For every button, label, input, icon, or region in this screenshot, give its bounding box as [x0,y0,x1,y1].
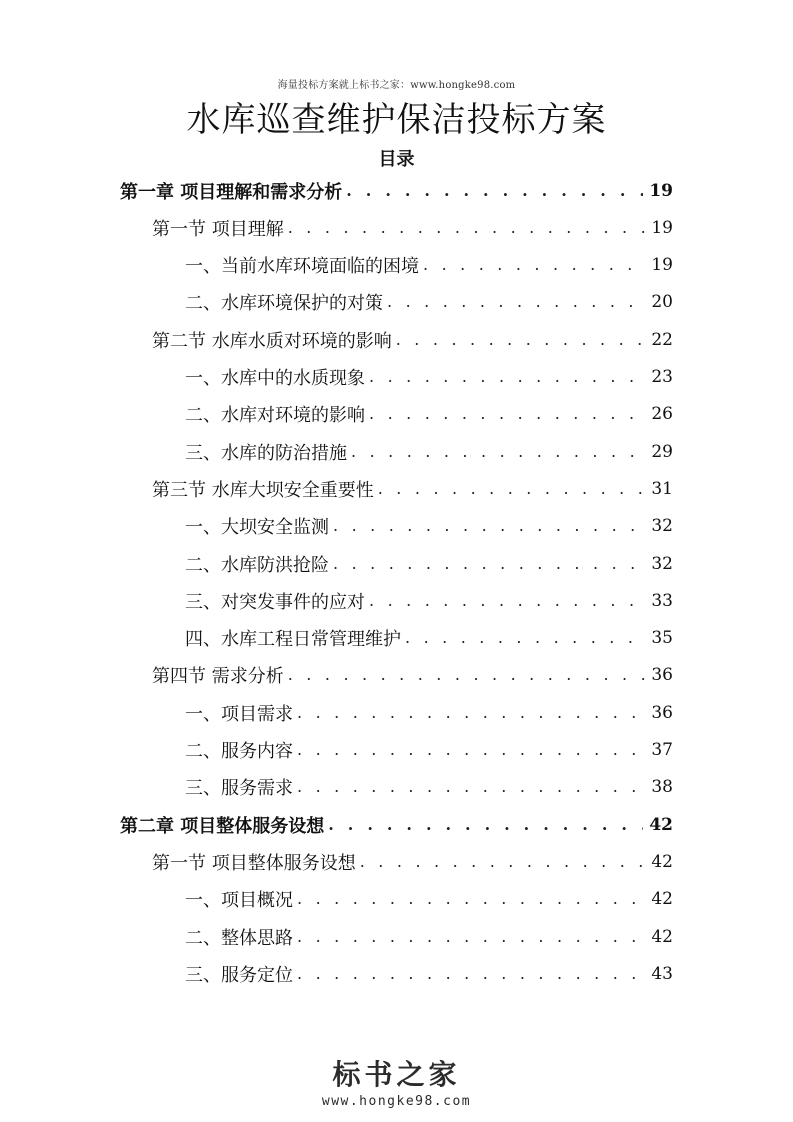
toc-entry[interactable] [185,955,673,992]
toc-entry[interactable] [120,172,673,209]
toc-entry-label: 一、当前水库环境面临的困境 [185,256,419,278]
toc-leader-dots [297,779,645,795]
toc-leader-dots [405,630,645,646]
toc-entry-page: 43 [651,963,673,984]
toc-leader-dots [297,966,645,982]
toc-entry[interactable] [120,806,673,843]
toc-entry[interactable] [185,881,673,918]
toc-entry-page: 19 [651,217,673,238]
toc-entry-label: 一、大坝安全监测 [185,517,329,539]
toc-entry-page: 23 [651,367,673,387]
toc-entry[interactable] [185,918,673,955]
toc-entry-page: 31 [651,478,673,499]
toc-entry-page: 32 [651,516,673,537]
toc-leader-dots [288,667,646,683]
toc-entry[interactable] [185,359,673,396]
logo-url: www.hongke98.com [321,1094,472,1109]
toc-entry-page: 19 [649,180,673,201]
footer-logo [0,1060,793,1109]
toc-entry-page: 32 [651,553,673,574]
toc-entry[interactable] [152,657,673,694]
toc-heading: 目录 [378,149,415,170]
toc-leader-dots [333,518,645,534]
toc-entry-page: 42 [649,814,673,835]
toc-leader-dots [387,294,645,310]
toc-entry[interactable] [152,843,673,880]
toc-leader-dots [297,705,645,721]
toc-leader-dots [328,817,643,833]
toc-entry[interactable] [185,545,673,582]
toc-leader-dots [288,220,646,236]
toc-entry[interactable] [185,396,673,433]
toc-leader-dots [369,593,645,609]
logo-text: 标书之家 [332,1058,461,1091]
toc-entry[interactable] [185,732,673,769]
toc-entry[interactable] [185,247,673,284]
toc-leader-dots [346,183,643,199]
toc-entry[interactable] [185,694,673,731]
toc-entry-page: 42 [651,889,673,910]
toc-entry[interactable] [185,433,673,470]
toc-entry-label: 第一节 项目整体服务设想 [152,852,356,874]
toc-entry[interactable] [185,769,673,806]
toc-entry-label: 一、水库中的水质现象 [185,368,365,389]
toc-leader-dots [369,369,645,385]
toc-entry-page: 42 [651,851,673,872]
header-note: 海量投标方案就上标书之家：www.hongke98.com [277,80,516,91]
toc-entry-page: 22 [651,329,673,350]
toc-entry-page: 35 [651,628,673,649]
toc-entry-page: 36 [651,702,673,723]
toc-entry-page: 29 [651,441,673,462]
toc-entry[interactable] [185,620,673,657]
toc-leader-dots [351,444,645,460]
toc-entry-page: 26 [651,404,673,425]
toc-entry-page: 37 [651,740,673,760]
toc-entry-label: 二、水库环境保护的对策 [185,293,383,315]
toc-entry-label: 二、水库防洪抢险 [185,554,329,576]
toc-leader-dots [297,929,645,945]
document-title: 水库巡查维护保洁投标方案 [186,100,607,140]
toc-entry-label: 三、服务定位 [185,964,293,986]
toc-entry-label: 第二章 项目整体服务设想 [120,815,325,837]
toc-entry-label: 第四节 需求分析 [152,666,284,688]
toc-entry-label: 二、水库对环境的影响 [185,405,365,427]
toc-entry-page: 19 [651,255,673,276]
toc-entry-label: 第一章 项目理解和需求分析 [120,181,343,203]
toc-entry-page: 36 [651,665,673,686]
toc-leader-dots [333,556,645,572]
toc-entry-page: 38 [651,777,673,798]
toc-leader-dots [378,481,646,497]
toc-entry-label: 四、水库工程日常管理维护 [185,629,401,651]
toc-leader-dots [423,257,645,273]
toc-entry[interactable] [152,321,673,358]
toc-entry-label: 第二节 水库水质对环境的影响 [152,330,392,352]
toc-entry-page: 20 [651,292,673,313]
toc-leader-dots [369,406,645,422]
toc-entry-label: 二、服务内容 [185,741,293,762]
toc-entry[interactable] [152,209,673,246]
toc-entry-label: 三、服务需求 [185,778,293,800]
toc-entry-label: 第三节 水库大坝安全重要性 [152,479,374,501]
toc-entry[interactable] [152,470,673,507]
toc-leader-dots [396,332,646,348]
toc-entry-label: 二、整体思路 [185,927,293,949]
toc-entry-label: 三、对突发事件的应对 [185,591,365,613]
toc-entry-label: 第一节 项目理解 [152,218,284,240]
toc-entry-label: 一、项目概况 [185,890,293,912]
toc-entry-label: 三、水库的防治措施 [185,442,347,464]
toc-entry[interactable] [185,582,673,619]
toc-entry-page: 33 [651,590,673,611]
toc-leader-dots [297,742,645,758]
toc-leader-dots [297,891,645,907]
toc-entry[interactable] [185,284,673,321]
toc-entry-page: 42 [651,926,673,947]
toc-entry-label: 一、项目需求 [185,703,293,725]
toc-leader-dots [360,854,646,870]
toc-entry[interactable] [185,508,673,545]
